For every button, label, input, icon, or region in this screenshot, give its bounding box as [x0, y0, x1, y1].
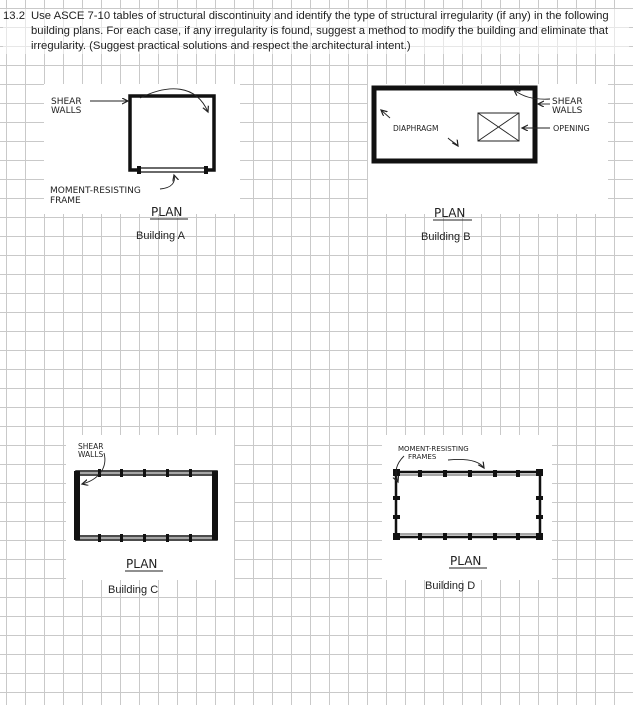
building-a-frame-arrow [160, 175, 174, 189]
building-c-wall-left [74, 471, 80, 540]
question-number: 13.2 [3, 10, 25, 22]
building-a-caption: Building A [136, 230, 185, 242]
building-a-frame-label-2: FRAME [50, 196, 81, 206]
building-b-shear-arrow [514, 90, 550, 99]
building-c-wall-right [212, 471, 218, 540]
building-d-caption: Building D [425, 580, 476, 592]
building-b-shear-label-1: SHEAR [552, 97, 583, 107]
building-b-plan-label: PLAN [434, 206, 466, 220]
building-a-plan [50, 89, 214, 219]
building-b-diaphragm-arrow-right [448, 138, 458, 146]
building-c-shear-label-1: SHEAR [78, 442, 104, 451]
building-c-caption: Building C [108, 584, 159, 596]
building-c-columns [98, 469, 192, 542]
building-a-shear-arrow-2 [140, 89, 208, 112]
building-b-plan [374, 88, 590, 220]
building-a-plan-label: PLAN [151, 205, 183, 219]
building-c-shear-label-2: WALLS [78, 450, 104, 459]
building-b-opening-label: OPENING [553, 124, 590, 133]
building-d-columns [393, 469, 543, 540]
building-a-walls [130, 96, 214, 170]
building-d-walls [396, 472, 540, 537]
building-b-diaphragm-arrow-left [381, 110, 390, 118]
building-b-caption: Building B [421, 231, 471, 243]
building-d-plan [393, 445, 543, 568]
question-line-3: irregularity. (Suggest practical solutions and respect the architectural intent.) [31, 40, 411, 52]
building-c-plan-label: PLAN [126, 557, 158, 571]
building-b-shear-label-2: WALLS [552, 106, 583, 116]
building-d-frames-label-2: FRAMES [408, 453, 437, 461]
question-line-1-text: Use ASCE 7-10 tables of structural discontinuity and identify the type of structural irregularity (if any) in the following [31, 10, 609, 22]
building-d-plan-label: PLAN [450, 554, 482, 568]
building-b-diaphragm-label: DIAPHRAGM [393, 124, 439, 133]
question-line-2: building plans. For each case, if any irregularity is found, suggest a method to modify the building and eliminate that [31, 25, 609, 37]
building-a-shear-label-1: SHEAR [51, 97, 82, 107]
building-a-frame-label-1: MOMENT-RESISTING [50, 186, 141, 196]
building-d-frames-label-1: MOMENT-RESISTING [398, 445, 469, 453]
building-a-shear-label-2: WALLS [51, 106, 82, 116]
building-d-frames-arrow-right [448, 459, 484, 468]
building-c-plan [74, 442, 218, 571]
